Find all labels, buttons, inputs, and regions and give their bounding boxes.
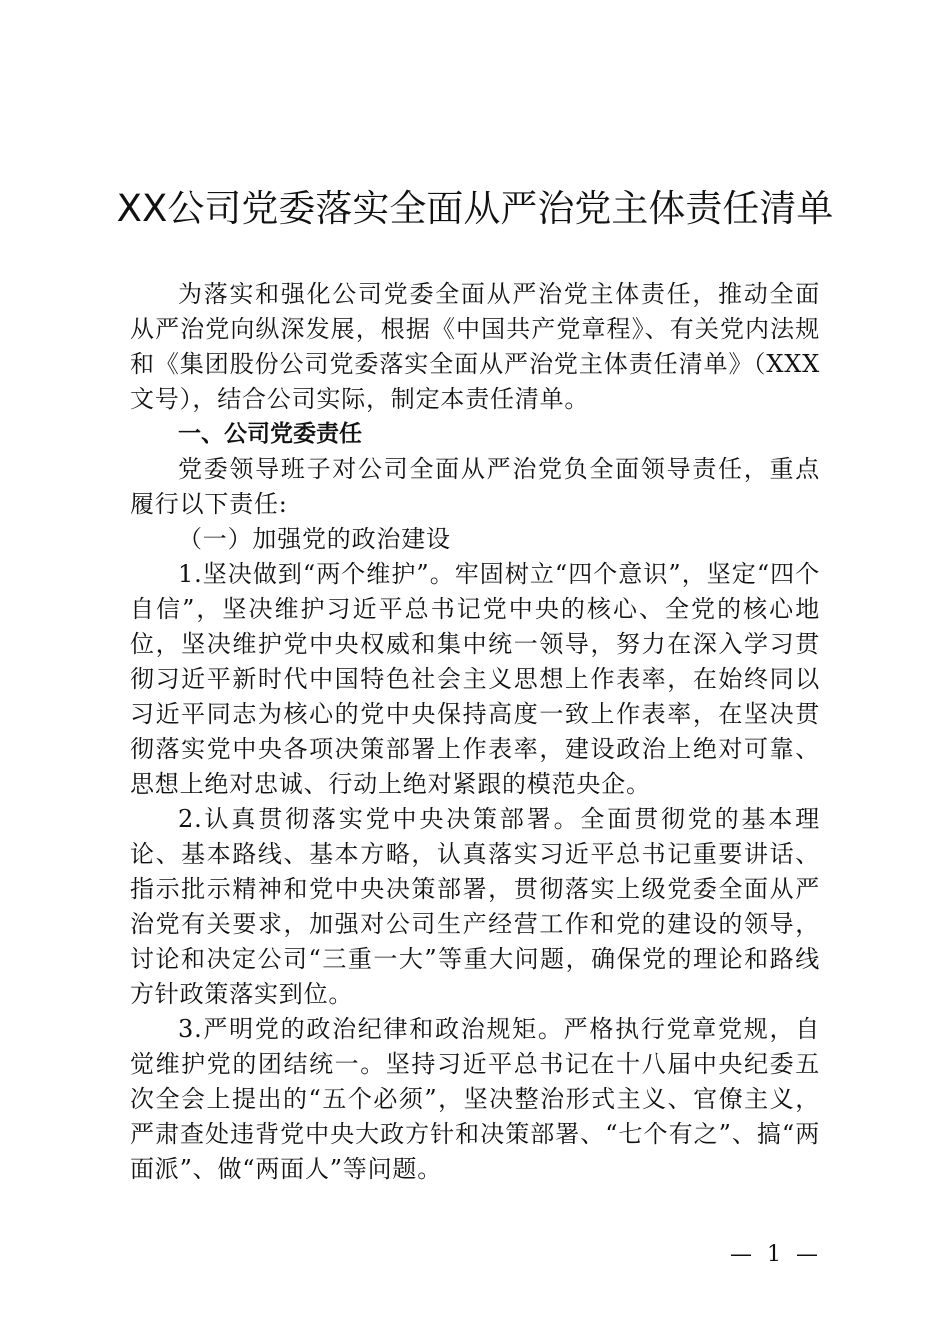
item-paragraph-3: 3.严明党的政治纪律和政治规矩。严格执行党章党规，自觉维护党的团结统一。坚持习近平总书记在十八届中央纪委五次全会上提出的“五个必须”，坚决整治形式主义、官僚主义，严肃查处违背党中央大政方针和决策部署、“七个有之”、搞“两面派”、做“两面人”等问题。 [130, 1015, 820, 1183]
document-body [130, 277, 820, 1187]
page-number: — 1 — [730, 1242, 822, 1267]
document-title: XX公司党委落实全面从严治党主体责任清单 [116, 187, 834, 230]
section-intro-paragraph: 党委领导班子对公司全面从严治党负全面领导责任，重点履行以下责任: [130, 455, 820, 518]
intro-paragraph: 为落实和强化公司党委全面从严治党主体责任，推动全面从严治党向纵深发展，根据《中国共产党章程》、有关党内法规和《集团股份公司党委落实全面从严治党主体责任清单》（XXX文号），结合公司实际，制定本责任清单。 [130, 280, 820, 413]
item-paragraph-1: 1.坚决做到“两个维护”。牢固树立“四个意识”，坚定“四个自信”，坚决维护习近平总书记党中央的核心、全党的核心地位，坚决维护党中央权威和集中统一领导，努力在深入学习贯彻习近平新时代中国特色社会主义思想上作表率，在始终同以习近平同志为核心的党中央保持高度一致上作表率，在坚决贯彻落实党中央各项决策部署上作表率，建设政治上绝对可靠、思想上绝对忠诚、行动上绝对紧跟的模范央企。 [130, 560, 820, 798]
section-heading: 一、公司党委责任 [178, 421, 362, 447]
subsection-heading: （一）加强党的政治建设 [178, 525, 451, 553]
item-paragraph-2: 2.认真贯彻落实党中央决策部署。全面贯彻党的基本理论、基本路线、基本方略，认真落实习近平总书记重要讲话、指示批示精神和党中央决策部署，贯彻落实上级党委全面从严治党有关要求，加强对公司生产经营工作和党的建设的领导，讨论和决定公司“三重一大”等重大问题，确保党的理论和路线方针政策落实到位。 [130, 805, 820, 1008]
